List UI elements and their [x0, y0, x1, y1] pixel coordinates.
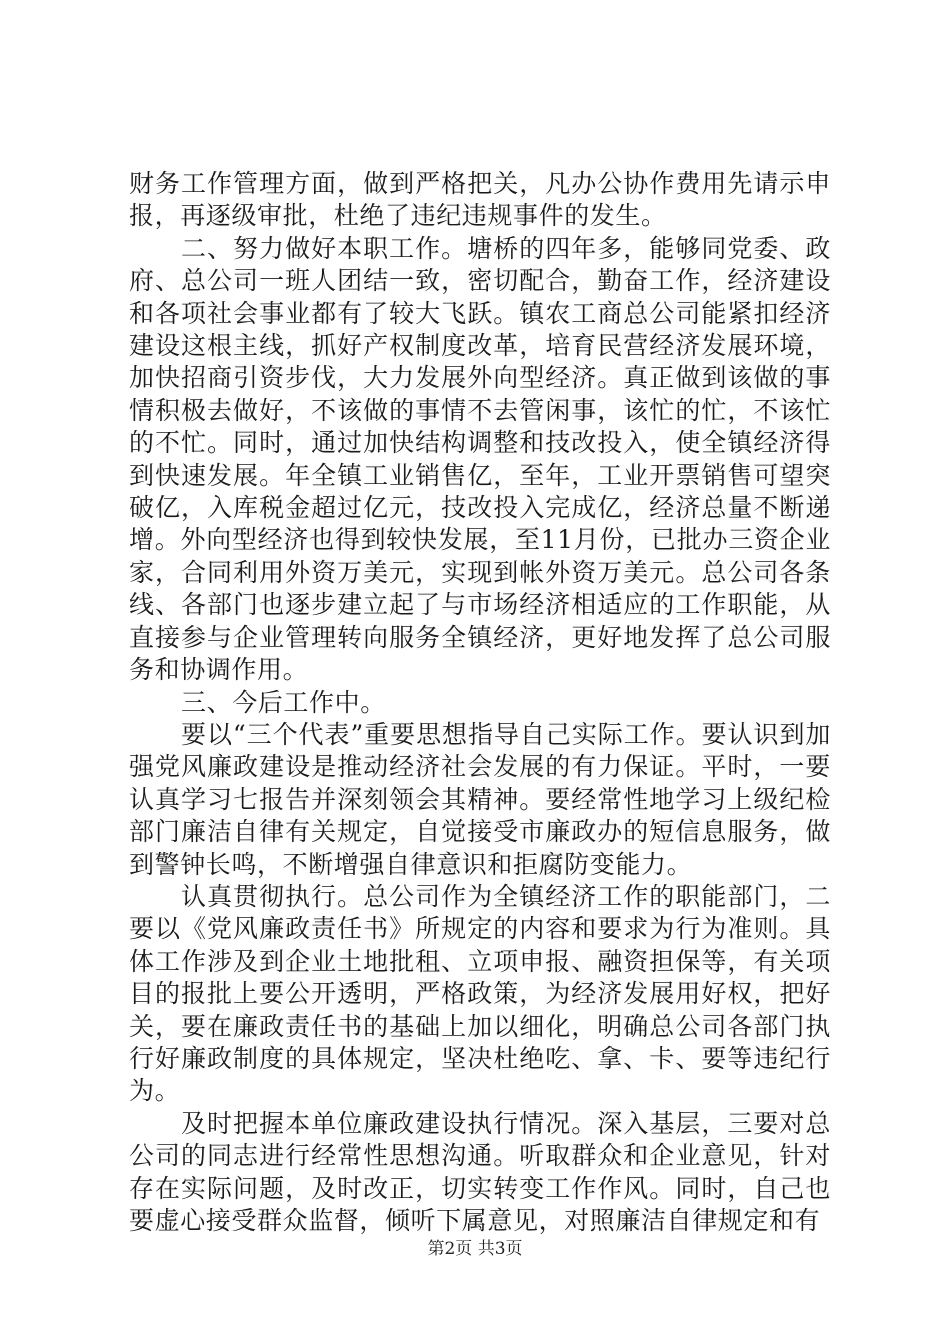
document-body	[129, 168, 831, 1237]
paragraph-4: 要以“三个代表”重要思想指导自己实际工作。要认识到加强党风廉政建设是推动经济社会发展的有力保证。平时，一要认真学习七报告并深刻领会其精神。要经常性地学习上级纪检部门廉洁自律有关规定，自觉接受市廉政办的短信息服务，做到警钟长鸣，不断增强自律意识和拒腐防变能力。	[129, 719, 831, 879]
paragraph-1: 财务工作管理方面，做到严格把关，凡办公协作费用先请示申报，再逐级审批，杜绝了违纪违规事件的发生。	[129, 169, 831, 231]
page-number-footer: 第2页 共3页	[427, 1239, 523, 1259]
paragraph-6: 及时把握本单位廉政建设执行情况。深入基层，三要对总公司的同志进行经常性思想沟通。听取群众和企业意见，针对存在实际问题，及时改正，切实转变工作作风。同时，自己也要虚心接受群众监督，倾听下属意见，对照廉洁自律规定和有	[129, 1108, 831, 1235]
paragraph-5: 认真贯彻执行。总公司作为全镇经济工作的职能部门，二要以《党风廉政责任书》所规定的内容和要求为行为准则。具体工作涉及到企业土地批租、立项申报、融资担保等，有关项目的报批上要公开透明，严格政策，为经济发展用好权，把好关，要在廉政责任书的基础上加以细化，明确总公司各部门执行好廉政制度的具体规定，坚决杜绝吃、拿、卡、要等违纪行为。	[129, 881, 831, 1106]
paragraph-3: 三、今后工作中。	[181, 687, 386, 717]
paragraph-2: 二、努力做好本职工作。塘桥的四年多，能够同党委、政府、总公司一班人团结一致，密切配合，勤奋工作，经济建设和各项社会事业都有了较大飞跃。镇农工商总公司能紧扣经济建设这根主线，抓好产权制度改革，培育民营经济发展环境，加快招商引资步伐，大力发展外向型经济。真正做到该做的事情积极去做好，不该做的事情不去管闲事，该忙的忙，不该忙的不忙。同时，通过加快结构调整和技改投入，使全镇经济得到快速发展。年全镇工业销售亿，至年，工业开票销售可望突破亿，入库税金超过亿元，技改投入完成亿，经济总量不断递增。外向型经济也得到较快发展，至11月份，已批办三资企业家，合同利用外资万美元，实现到帐外资万美元。总公司各条线、各部门也逐步建立起了与市场经济相适应的工作职能，从直接参与企业管理转向服务全镇经济，更好地发挥了总公司服务和协调作用。	[129, 233, 831, 685]
